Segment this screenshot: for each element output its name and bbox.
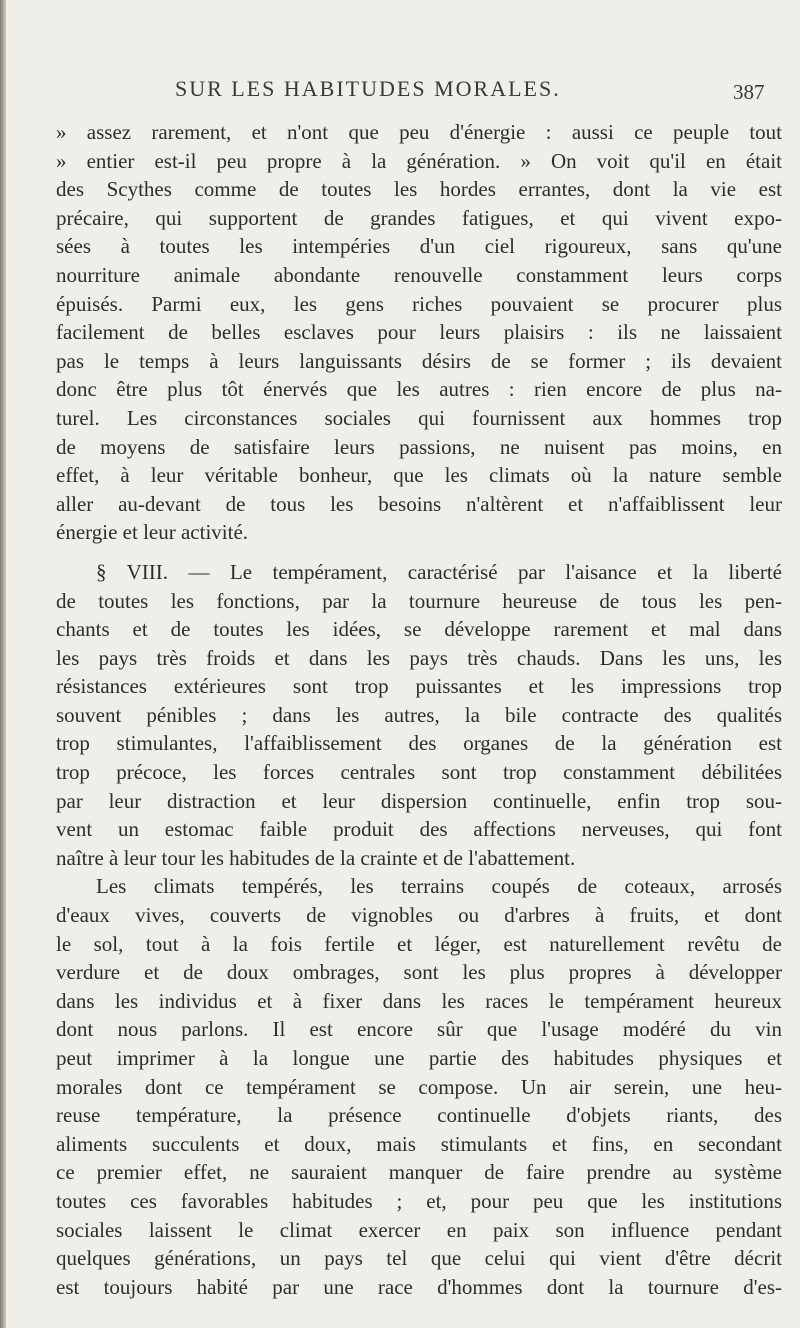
text-line: dont nous parlons. Il est encore sûr que l'usage modéré du vin	[56, 1017, 782, 1042]
text-line: ce premier effet, ne sauraient manquer de faire prendre au système	[56, 1160, 782, 1185]
body-text	[56, 118, 782, 1301]
text-line: Les climats tempérés, les terrains coupés de coteaux, arrosés	[96, 874, 782, 899]
text-line: pas le temps à leurs languissants désirs de se former ; ils devaient	[56, 348, 782, 373]
text-line: donc être plus tôt énervés que les autres : rien encore de plus na-	[56, 377, 782, 402]
running-header	[0, 76, 800, 106]
text-line: aliments succulents et doux, mais stimulants et fins, en secondant	[56, 1131, 782, 1156]
page-binding-edge	[0, 0, 6, 1328]
text-line: de moyens de satisfaire leurs passions, ne nuisent pas moins, en	[56, 434, 782, 459]
text-line: est toujours habité par une race d'hommes dont la tournure d'es-	[56, 1274, 782, 1299]
text-line: morales dont ce tempérament se compose. Un air serein, une heu-	[56, 1074, 782, 1099]
text-line: trop précoce, les forces centrales sont trop constamment débilitées	[56, 760, 782, 785]
text-line: d'eaux vives, couverts de vignobles ou d'arbres à fruits, et dont	[56, 903, 782, 928]
text-line: chants et de toutes les idées, se développe rarement et mal dans	[56, 617, 782, 642]
paragraph-3	[56, 872, 782, 1301]
text-line: résistances extérieures sont trop puissantes et les impressions trop	[56, 674, 782, 699]
text-line: quelques générations, un pays tel que celui qui vient d'être décrit	[56, 1246, 782, 1271]
text-line: peut imprimer à la longue une partie des habitudes physiques et	[56, 1046, 782, 1070]
text-line: » entier est-il peu propre à la génération. » On voit qu'il en était	[56, 148, 782, 173]
paragraph-spacing	[56, 547, 782, 558]
text-line: trop stimulantes, l'affaiblissement des organes de la génération est	[56, 731, 782, 756]
text-line: précaire, qui supportent de grandes fatigues, et qui vivent expo-	[56, 205, 782, 230]
text-line: reuse température, la présence continuelle d'objets riants, des	[56, 1103, 782, 1128]
text-line: toutes ces favorables habitudes ; et, pour peu que les institutions	[56, 1188, 782, 1213]
text-line: souvent pénibles ; dans les autres, la bile contracte des qualités	[56, 702, 782, 727]
text-line: turel. Les circonstances sociales qui fournissent aux hommes trop	[56, 405, 782, 430]
text-line: verdure et de doux ombrages, sont les plus propres à développer	[56, 960, 782, 985]
text-line: facilement de belles esclaves pour leurs plaisirs : ils ne laissaient	[56, 320, 782, 345]
text-line: nourriture animale abondante renouvelle constamment leurs corps	[56, 262, 782, 287]
text-line: les pays très froids et dans les pays très chauds. Dans les uns, les	[56, 645, 782, 670]
text-line: effet, à leur véritable bonheur, que les climats où la nature semble	[56, 463, 782, 488]
text-line: aller au-devant de tous les besoins n'altèrent et n'affaiblissent leur	[56, 491, 782, 516]
page-number: 387	[733, 80, 765, 104]
text-line: sociales laissent le climat exercer en paix son influence pendant	[56, 1217, 782, 1242]
text-line: vent un estomac faible produit des affections nerveuses, qui font	[56, 817, 782, 842]
running-title: SUR LES HABITUDES MORALES.	[175, 76, 561, 101]
text-line: le sol, tout à la fois fertile et léger, est naturellement revêtu de	[56, 931, 782, 956]
text-line: par leur distraction et leur dispersion continuelle, enfin trop sou-	[56, 788, 782, 813]
text-line: sées à toutes les intempéries d'un ciel rigoureux, sans qu'une	[56, 234, 782, 259]
text-line: épuisés. Parmi eux, les gens riches pouvaient se procurer plus	[56, 291, 782, 316]
text-line: de toutes les fonctions, par la tournure heureuse de tous les pen-	[56, 588, 782, 613]
paragraph-2	[56, 558, 782, 873]
paragraph-1	[56, 118, 782, 547]
text-line: » assez rarement, et n'ont que peu d'énergie : aussi ce peuple tout	[56, 120, 782, 144]
text-line: naître à leur tour les habitudes de la crainte et de l'abattement.	[56, 845, 576, 870]
text-line: énergie et leur activité.	[56, 520, 249, 545]
section-heading-line: § VIII. — Le tempérament, caractérisé par l'aisance et la liberté	[96, 559, 782, 584]
text-line: des Scythes comme de toutes les hordes errantes, dont la vie est	[56, 177, 782, 202]
text-line: dans les individus et à fixer dans les races le tempérament heureux	[56, 988, 782, 1013]
